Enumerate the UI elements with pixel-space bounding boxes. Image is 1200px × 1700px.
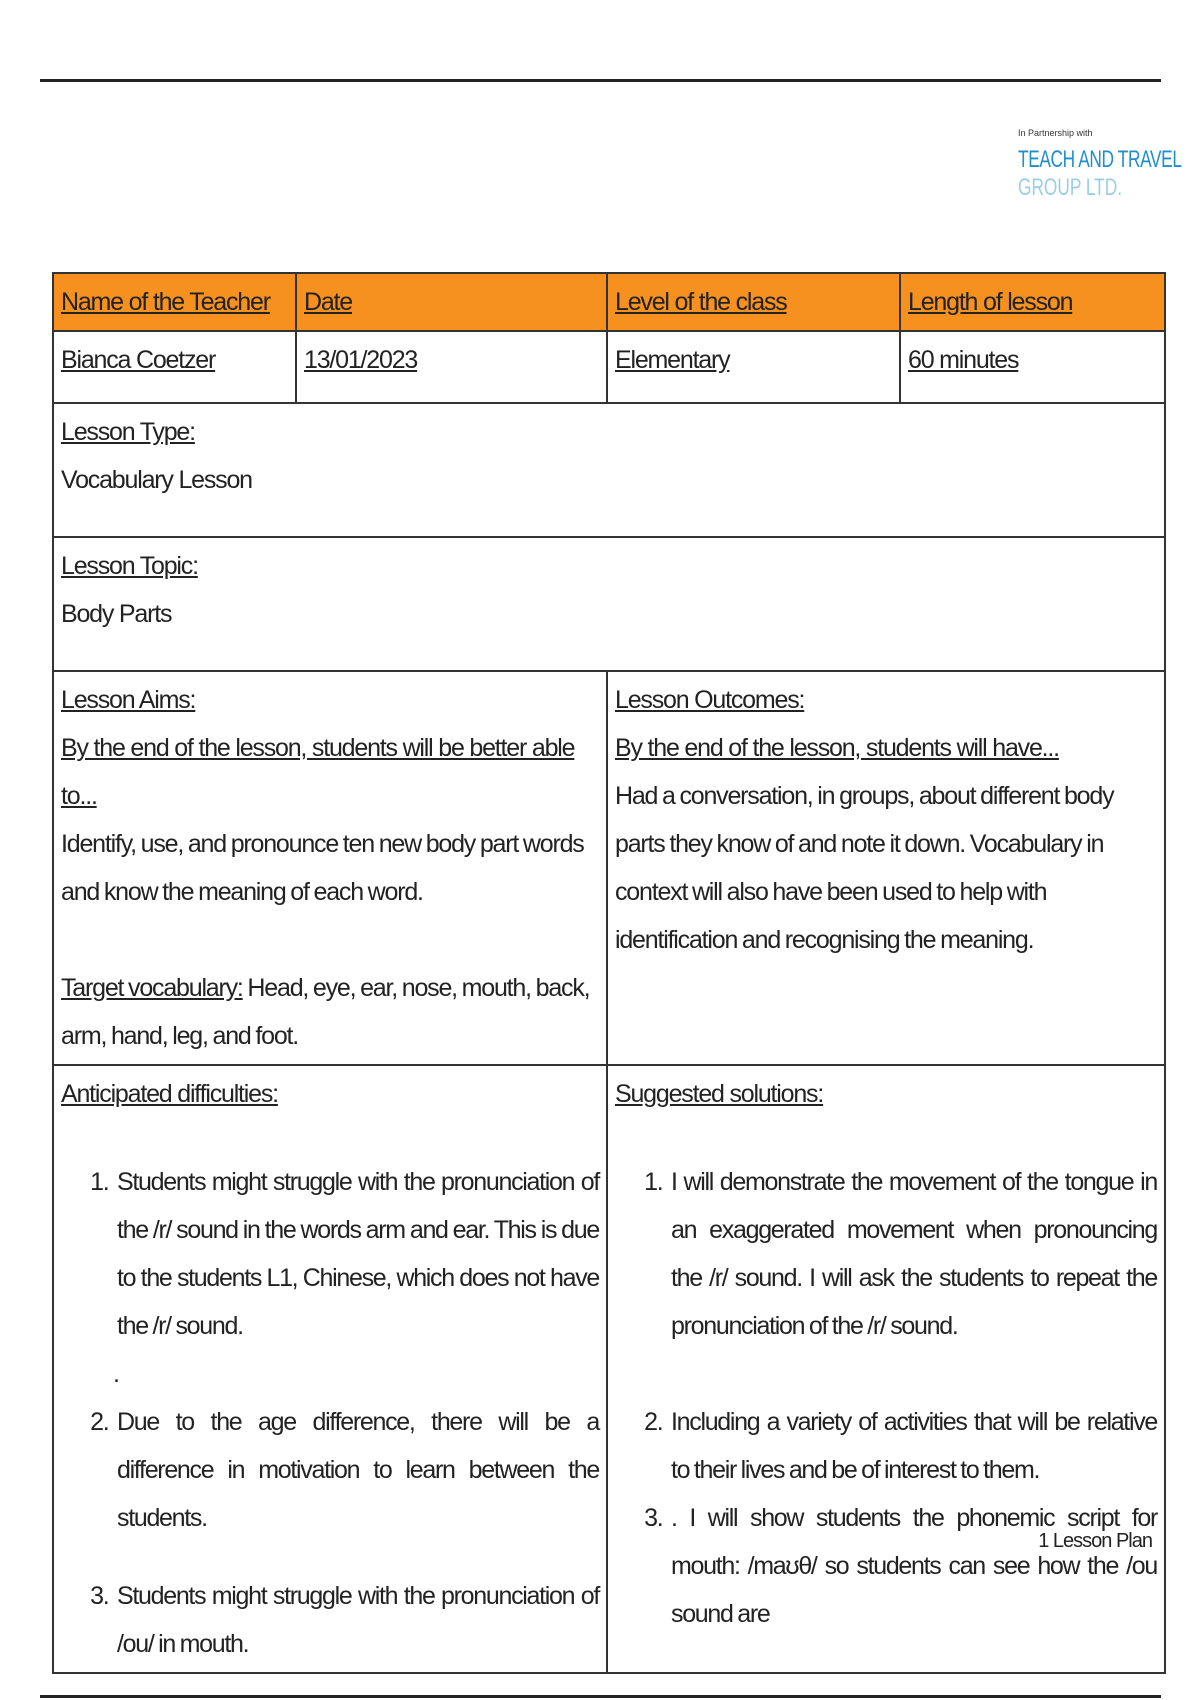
target-vocabulary: [61, 964, 599, 1060]
lesson-topic-label: Lesson Topic:: [61, 552, 198, 580]
page-footer: 1 Lesson Plan: [1038, 1530, 1152, 1552]
bottom-rule: [40, 1695, 1161, 1698]
lesson-plan-table: [52, 272, 1166, 1674]
class-level: Elementary: [607, 331, 900, 403]
difficulties-solutions-row: [53, 1065, 1165, 1673]
level-header: Level of the class: [607, 273, 900, 331]
logo-line-2: GROUP LTD.: [1018, 174, 1123, 201]
lesson-topic-value: Body Parts: [61, 600, 172, 628]
lesson-topic-cell: [53, 537, 1165, 671]
length-header: Length of lesson: [900, 273, 1165, 331]
stray-mark: .: [113, 1360, 120, 1388]
teacher-header: Name of the Teacher: [53, 273, 296, 331]
difficulty-item: 2. Due to the age difference, there will be a difference in motivation to learn between the students.: [113, 1398, 599, 1542]
difficulty-item: 1. Students might struggle with the pronunciation of the /r/ sound in the words arm and ear. This is due to the students L1, Chinese, which does not have the /r/ sound.: [113, 1158, 599, 1350]
lesson-length: 60 minutes: [900, 331, 1165, 403]
teacher-name: Bianca Coetzer: [53, 331, 296, 403]
difficulties-list-continued: [61, 1398, 599, 1668]
aims-subhead: By the end of the lesson, students will be better able to...: [61, 734, 575, 810]
difficulties-cell: [53, 1065, 607, 1673]
info-row: [53, 331, 1165, 403]
difficulties-label: Anticipated difficulties:: [61, 1080, 278, 1108]
lesson-aims-cell: [53, 671, 607, 1065]
solution-item: 2. Including a variety of activities that will be relative to their lives and be of interest to them.: [667, 1398, 1157, 1494]
lesson-type-cell: [53, 403, 1165, 537]
solution-item: 1. I will demonstrate the movement of the tongue in an exaggerated movement when pronouncing the /r/ sound. I will ask the students to repeat the pronunciation of the /r/ sound.: [667, 1158, 1157, 1350]
lesson-outcomes-cell: [607, 671, 1165, 1065]
solutions-label: Suggested solutions:: [615, 1080, 824, 1108]
difficulty-item: 3. Students might struggle with the pronunciation of /ou/ in mouth.: [113, 1572, 599, 1668]
lesson-type-row: [53, 403, 1165, 537]
outcomes-subhead: By the end of the lesson, students will have...: [615, 734, 1059, 762]
logo-partnership-text: In Partnership with: [1018, 128, 1093, 138]
solutions-cell: [607, 1065, 1165, 1673]
aims-outcomes-row: [53, 671, 1165, 1065]
lesson-topic-row: [53, 537, 1165, 671]
header-row: [53, 273, 1165, 331]
lesson-type-label: Lesson Type:: [61, 418, 195, 446]
aims-label: Lesson Aims:: [61, 686, 196, 714]
vocab-list: Head, eye, ear, nose, mouth, back, arm, hand, leg, and foot.: [61, 974, 590, 1050]
logo-line-1: TEACH AND TRAVEL: [1018, 146, 1182, 173]
top-rule: [40, 79, 1161, 82]
lesson-date: 13/01/2023: [296, 331, 607, 403]
difficulties-list: [61, 1158, 599, 1350]
aims-text: Identify, use, and pronounce ten new body part words and know the meaning of each word.: [61, 830, 584, 906]
vocab-label: Target vocabulary:: [61, 974, 243, 1002]
solution-item: 3. . I will show students the phonemic script for mouth: /maʊθ/ so students can see how the /ou sound are: [667, 1494, 1157, 1638]
outcomes-label: Lesson Outcomes:: [615, 686, 805, 714]
partner-logo: [1018, 128, 1182, 202]
solutions-list: [615, 1158, 1157, 1638]
lesson-type-value: Vocabulary Lesson: [61, 466, 252, 494]
outcomes-text: Had a conversation, in groups, about different body parts they know of and note it down. Vocabulary in context will also have been used to help with identification and recognising the meaning.: [615, 782, 1114, 954]
date-header: Date: [296, 273, 607, 331]
